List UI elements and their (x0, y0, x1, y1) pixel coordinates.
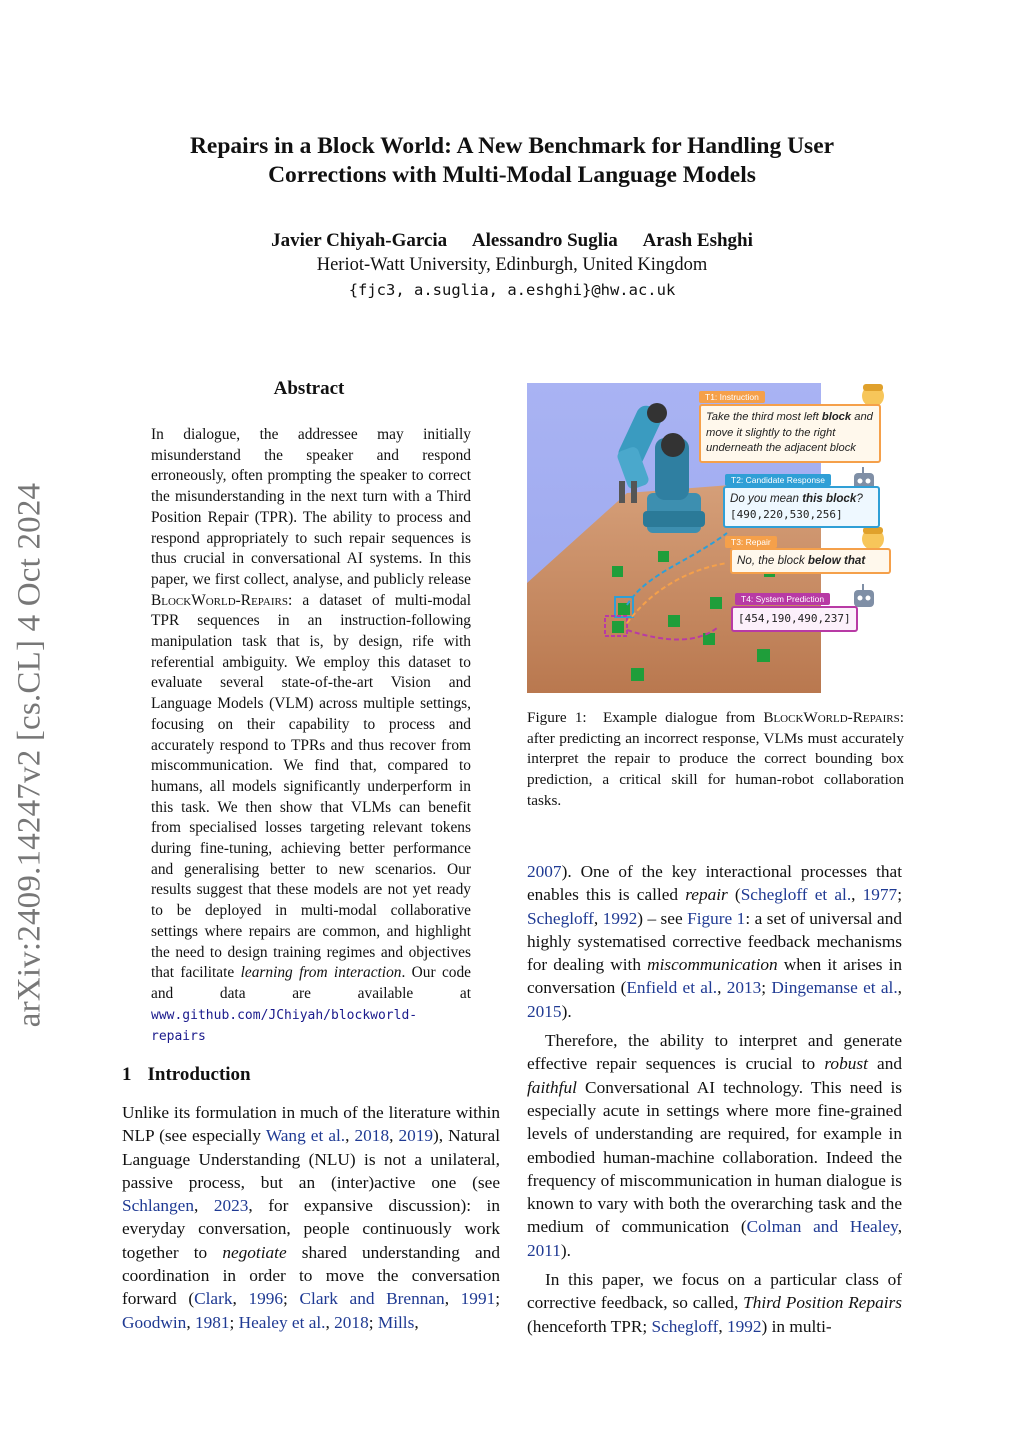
abstract-text: . Our code and data are available at (151, 964, 472, 1002)
body-text: ). (560, 1240, 571, 1260)
citation-link[interactable]: 1977 (862, 885, 898, 905)
author: Arash Eshghi (642, 230, 753, 251)
block (710, 597, 722, 609)
body-text: ; (897, 885, 902, 905)
paragraph (527, 1029, 902, 1262)
body-text: , (593, 908, 603, 928)
body-text: and (867, 1054, 902, 1074)
body-text: , (444, 1289, 461, 1309)
citation-link[interactable]: 1981 (194, 1312, 230, 1332)
bubble-text: Do you mean (730, 492, 803, 505)
body-text: ). (561, 1001, 572, 1021)
body-text: ) in multi- (761, 1316, 832, 1336)
repair-bubble (730, 548, 891, 574)
author-list (120, 230, 904, 252)
author: Alessandro Suglia (471, 230, 618, 251)
author: Javier Chiyah-Garcia (271, 230, 448, 251)
robot-avatar-icon (854, 584, 874, 607)
citation-link[interactable]: Schlangen (122, 1196, 194, 1216)
bubble-text: ? (856, 492, 863, 505)
intro-right-column (527, 860, 902, 1344)
body-text: Therefore, the ability to interpret and generate effective repair sequences is crucial to (527, 1031, 902, 1074)
bubble-text: No, the block (737, 554, 808, 567)
section-heading (122, 1064, 251, 1086)
citation-link[interactable]: 2019 (398, 1126, 434, 1146)
bubble-emphasis: below that (807, 554, 866, 567)
citation-link[interactable]: Healey et al. (238, 1312, 326, 1332)
dataset-name: BlockWorld-Repairs (151, 591, 288, 609)
prediction-bubble: [454,190,490,237] (731, 606, 858, 632)
emphasis-text: Third Position Repairs (743, 1293, 902, 1313)
citation-link[interactable]: 2018 (354, 1126, 390, 1146)
author-emails: {fjc3, a.suglia, a.eshghi}@hw.ac.uk (348, 281, 676, 299)
citation-link[interactable]: Clark and Brennan (299, 1289, 445, 1309)
body-text: ). One of the key interactional processes that enables this is called (527, 862, 902, 905)
citation-link[interactable]: Schegloff et al. (740, 885, 852, 905)
paragraph (527, 1268, 902, 1338)
block (703, 633, 715, 645)
body-text: In this paper, we focus on a particular class of corrective feedback, so called, (527, 1270, 902, 1313)
block (757, 649, 770, 662)
body-text: , (897, 1217, 903, 1237)
body-text: ( (727, 885, 741, 905)
citation-link[interactable]: 1991 (460, 1289, 496, 1309)
citation-link[interactable]: Goodwin (122, 1312, 187, 1332)
bubble-emphasis: block (821, 411, 852, 423)
citation-link[interactable]: 1992 (726, 1316, 762, 1336)
candidate-bbox-coords: [490,220,530,256] (730, 508, 843, 521)
citation-link[interactable]: 2011 (527, 1240, 561, 1260)
arxiv-stamp (0, 0, 60, 1448)
block (631, 668, 644, 681)
t4-label: T4: System Prediction (735, 593, 830, 605)
citation-link[interactable]: Colman and Healey (746, 1217, 898, 1237)
emphasis-text: miscommunication (647, 955, 778, 975)
citation-link[interactable]: 2007 (527, 862, 562, 881)
emphasis-text: repair (685, 885, 728, 905)
emphasis-text: negotiate (222, 1242, 287, 1262)
title-line-1: Repairs in a Block World: A New Benchmark for Handling User (189, 133, 835, 159)
body-text: , (389, 1126, 399, 1146)
body-text: shared understanding and coordination in order to move the conversation forward ( (122, 1242, 500, 1309)
body-text: Unlike its formulation in much of the literature within NLP (see especially (122, 1103, 500, 1146)
body-text: , (718, 1316, 727, 1336)
t1-label: T1: Instruction (699, 391, 765, 403)
affiliation: Heriot-Watt University, Edinburgh, United Kingdom (316, 255, 708, 275)
dataset-name: BlockWorld-Repairs (763, 709, 900, 726)
body-text: , (897, 978, 902, 998)
abstract-text: In dialogue, the addressee may initially misunderstand the speaker and respond erroneously, often prompting the speaker to correct the misunderstanding in the next turn with a Third Position Repair (TPR). The ability to process and respond appropriately to such repair sequences is thus crucial in conversational AI systems. In this paper, we first collect, analyse, and publicly release (151, 426, 471, 588)
bubble-emphasis: this block (802, 492, 857, 505)
body-text: , (345, 1126, 355, 1146)
citation-link[interactable]: Schegloff (651, 1316, 719, 1336)
body-text: ) – see (637, 908, 688, 928)
t2-label: T2: Candidate Response (725, 474, 831, 486)
body-text: , (325, 1312, 335, 1332)
abstract-emphasis: learning from interaction (240, 964, 402, 982)
section-number: 1 (122, 1064, 132, 1085)
section-title: Introduction (147, 1064, 251, 1085)
block (668, 615, 680, 627)
citation-link[interactable]: Schegloff (527, 908, 594, 928)
caption-label: Figure 1: (527, 709, 587, 726)
body-text: , (851, 885, 863, 905)
paragraph (527, 860, 902, 1023)
body-text: Conversational AI technology. This need is especially acute in settings where more fine-grained levels of understanding are required, for example in embodied human-machine collaboration. Indeed the frequency of miscommunication in human dialogue is known to vary with both the overarching task and the medium of communication ( (527, 1077, 902, 1237)
candidate-bubble (723, 486, 880, 528)
body-text: ; (229, 1312, 239, 1332)
t3-label: T3: Repair (725, 536, 777, 548)
caption-text: : after predicting an incorrect response, VLMs must accurately interpret the repair to produce the correct bounding box prediction, a critical skill for human-robot collaboration tasks. (527, 709, 904, 809)
bubble-text: and move it slightly to the right underneath the adjacent block (706, 411, 873, 454)
user-avatar-icon (862, 527, 884, 550)
citation-link[interactable]: Clark (194, 1289, 233, 1309)
abstract-heading: Abstract (273, 378, 345, 399)
body-text: , (194, 1196, 214, 1216)
arxiv-id: arXiv:2409.14247v2 [cs.CL] 4 Oct 2024 (11, 482, 48, 1028)
figure-caption (527, 708, 904, 812)
body-text: ; (368, 1312, 378, 1332)
caption-text: Example dialogue from (603, 709, 764, 726)
citation-link[interactable]: Enfield et al. (626, 978, 718, 998)
intro-left-column (122, 1101, 500, 1334)
paragraph (122, 1101, 500, 1334)
paper-title (120, 132, 904, 190)
body-text: ; (761, 978, 772, 998)
title-line-2: Corrections with Multi-Modal Language Models (268, 162, 756, 188)
citation-link[interactable]: Figure 1 (687, 908, 746, 928)
citation-link[interactable]: 2015 (527, 1001, 562, 1021)
body-text: ; (495, 1289, 501, 1309)
block (658, 551, 669, 562)
code-url-link[interactable]: www.github.com/JChiyah/blockworld-repairs (151, 1007, 418, 1045)
body-text: , (414, 1312, 419, 1332)
citation-link[interactable]: 1992 (602, 908, 638, 928)
body-text: : a set of universal and highly systematised corrective feedback mechanisms for dealing with (527, 908, 903, 975)
emphasis-text: robust (824, 1054, 868, 1074)
abstract-text: : a dataset of multi-modal TPR sequences in an instruction-following manipulation task that is, by design, rife with referential ambiguity. We employ this dataset to evaluate several state-of-the-art Vision and Language Models (VLM) across multiple settings, focusing on their capability to process and accurately respond to TPRs and thus recover from miscommunication. We find that, compared to humans, all models significantly underperform in this task. We then show that VLMs can benefit from specialised losses targeting relevant tokens during fine-tuning, achieving better performance and generalising better to new scenarios. Our results suggest that these models are not yet ready to be deployed in multi-modal collaborative settings where repairs are common, and highlight the need to design training regimes and objectives that facilitate (151, 591, 471, 982)
figure-1 (527, 383, 903, 693)
block (612, 566, 623, 577)
citation-link[interactable]: Mills (377, 1312, 415, 1332)
body-text: , (232, 1289, 249, 1309)
emphasis-text: faithful (527, 1077, 577, 1097)
citation-link[interactable]: 2013 (726, 978, 762, 998)
citation-link[interactable]: Wang et al. (265, 1126, 346, 1146)
block (612, 621, 624, 633)
body-text: , for expansive discussion): in everyday conversation, people continuously work together to (122, 1196, 500, 1262)
citation-link[interactable]: 2023 (213, 1196, 249, 1216)
citation-link[interactable]: Dingemanse et al. (771, 978, 898, 998)
body-text: when it arises in conversation ( (527, 955, 903, 998)
citation-link[interactable]: 1996 (248, 1289, 284, 1309)
body-text: ; (283, 1289, 300, 1309)
instruction-bubble (699, 404, 881, 463)
body-text: (henceforth TPR; (527, 1316, 652, 1336)
bubble-text: Take the third most left (706, 411, 822, 423)
citation-link[interactable]: 2018 (334, 1312, 369, 1332)
abstract-body (151, 425, 471, 1048)
body-text: , (717, 978, 727, 998)
body-text: ), Natural Language Understanding (NLU) is not a unilateral, passive process, but an (inter)active one (see (122, 1126, 500, 1192)
body-text: , (186, 1312, 195, 1332)
